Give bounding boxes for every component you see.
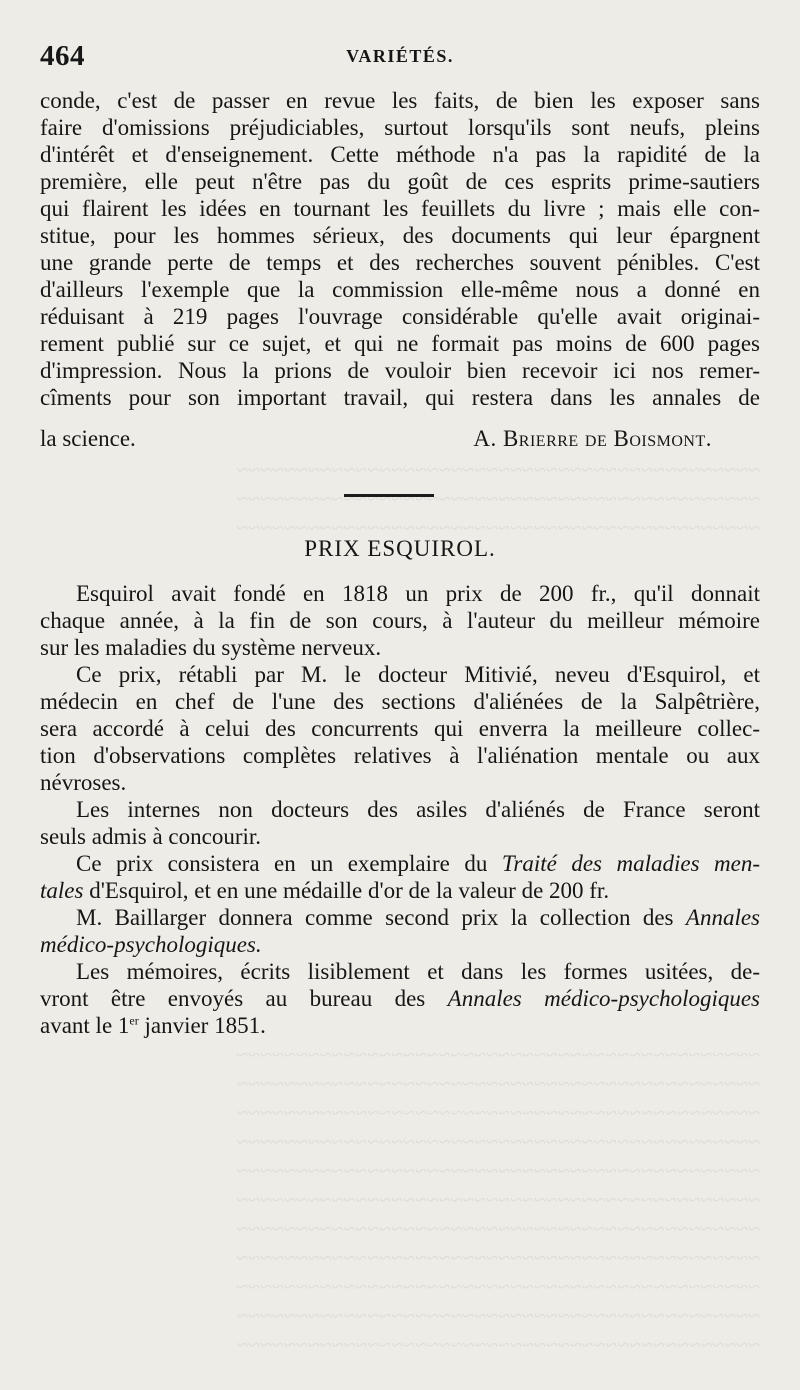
text-line: qui flairent les idées en tournant les feuillets du livre ; mais elle con- <box>40 196 760 221</box>
bleed-through-upper: ~~~~~~~~~~~~~~~~~~~~~~~~~~~~~~~~~~~~~~~~~~~~ ~~~~~~~~~~~~~~~~~~~~~~~~~~~~~~~~~~~~~~~~~~~~ ~~~~~~~~~~~~~~~~~~~~~~~~~~~~~~~~~~~~~~~~~~~~ <box>236 457 760 540</box>
text-line: chaque année, à la fin de son cours, à l'auteur du meilleur mémoire <box>40 608 760 633</box>
text-line: stitue, pour les hommes sérieux, des documents qui leur épargnent <box>40 223 760 248</box>
text-line: médecin en chef de l'une des sections d'aliénées de la Salpêtrière, <box>40 689 760 714</box>
text-line: d'intérêt et d'enseignement. Cette méthode n'a pas la rapidité de la <box>40 142 760 167</box>
text-line <box>40 850 760 877</box>
page-number: 464 <box>40 40 85 72</box>
text-run: janvier 1851. <box>144 1013 266 1038</box>
journal-title: médico-psychologiques. <box>40 932 262 957</box>
text-line: névroses. <box>40 770 127 795</box>
journal-title: Annales <box>685 905 760 930</box>
book-title: tales <box>40 878 84 903</box>
text-line <box>40 877 760 904</box>
text-line: Les mémoires, écrits lisiblement et dans les formes usitées, de- <box>76 959 760 984</box>
text-line: d'impression. Nous la prions de vouloir bien recevoir ici nos remer- <box>40 358 760 383</box>
page-header <box>40 40 760 80</box>
text-line: faire d'omissions préjudiciables, surtout lorsqu'ils sont neufs, pleins <box>40 115 760 140</box>
text-line: sera accordé à celui des concurrents qui enverra la meilleure collec- <box>40 716 760 741</box>
text-line: réduisant à 219 pages l'ouvrage considérable qu'elle avait originai- <box>40 304 760 329</box>
journal-title: Annales médico-psychologiques <box>447 986 761 1011</box>
text-line: conde, c'est de passer en revue les faits, de bien les exposer sans <box>40 88 760 113</box>
ordinal-superscript: er <box>129 1013 139 1028</box>
author-signature: A. Brierre de Boismont. <box>473 426 712 451</box>
text-line: Les internes non docteurs des asiles d'aliénés de France seront <box>76 797 760 822</box>
section-title: PRIX ESQUIROL. <box>304 536 496 561</box>
signature-line <box>40 425 712 452</box>
text-line: rement publié sur ce sujet, et qui ne formait pas moins de 600 pages <box>40 331 760 356</box>
text-line: première, elle peut n'être pas du goût de ces esprits prime-sautiers <box>40 169 760 194</box>
text-line: cîments pour son important travail, qui restera dans les annales de <box>40 385 760 410</box>
text-run: vront être envoyés au bureau des <box>40 986 426 1011</box>
text-line: tion d'observations complètes relatives à l'aliénation mentale ou aux <box>40 743 760 768</box>
text-line: Ce prix, rétabli par M. le docteur Mitivié, neveu d'Esquirol, et <box>76 662 760 687</box>
text-line <box>40 985 760 1012</box>
text-line: seuls admis à concourir. <box>40 824 262 849</box>
text-line: sur les maladies du système nerveux. <box>40 635 382 660</box>
text-line: Esquirol avait fondé en 1818 un prix de 200 fr., qu'il donnait <box>76 581 760 606</box>
running-head: VARIÉTÉS. <box>346 46 454 66</box>
text-run: Ce prix consistera en un exemplaire du <box>76 851 488 876</box>
text-line <box>40 904 760 931</box>
text-line <box>40 1012 760 1039</box>
text-run: M. Baillarger donnera comme second prix la collection des <box>76 905 674 930</box>
text-run: d'Esquirol, et en une médaille d'or de la valeur de 200 fr. <box>89 878 610 903</box>
text-run: avant le 1 <box>40 1013 130 1038</box>
book-title: Traité des maladies men- <box>501 851 761 876</box>
text-line: une grande perte de temps et des recherches souvent pénibles. C'est <box>40 250 760 275</box>
text-line <box>40 931 760 958</box>
closing-text: la science. <box>40 426 136 451</box>
review-continuation <box>40 87 760 411</box>
section-divider <box>344 494 434 497</box>
bleed-through-lower: ~~~~~~~~~~~~~~~~~~~~~~~~~~~~~~~~~~~~~~~~~~~~ ~~~~~~~~~~~~~~~~~~~~~~~~~~~~~~~~~~~~~~~~~~~~ ~~~~~~~~~~~~~~~~~~~~~~~~~~~~~~~~~~~~~~~~~~~~ ~~~~~~~~~~~~~~~~~~~~~~~~~~~~~~~~~~~~~~~~~~~~ ~~~~~~~~~~~~~~~~~~~~~~~~~~~~~~~~~~~~~~~~~~~~ ~~~~~~~~~~~~~~~~~~~~~~~~~~~~~~~~~~~~~~~~~~~~ ~~~~~~~~~~~~~~~~~~~~~~~~~~~~~~~~~~~~~~~~~~~~ ~~~~~~~~~~~~~~~~~~~~~~~~~~~~~~~~~~~~~~~~~~~~ ~~~~~~~~~~~~~~~~~~~~~~~~~~~~~~~~~~~~~~~~~~~~ ~~~~~~~~~~~~~~~~~~~~~~~~~~~~~~~~~~~~~~~~~~~~ ~~~~~~~~~~~~~~~~~~~~~~~~~~~~~~~~~~~~~~~~~~~~ <box>236 1042 760 1357</box>
text-line: d'ailleurs l'exemple que la commission elle-même nous a donné en <box>40 277 760 302</box>
prize-body <box>40 580 760 1039</box>
